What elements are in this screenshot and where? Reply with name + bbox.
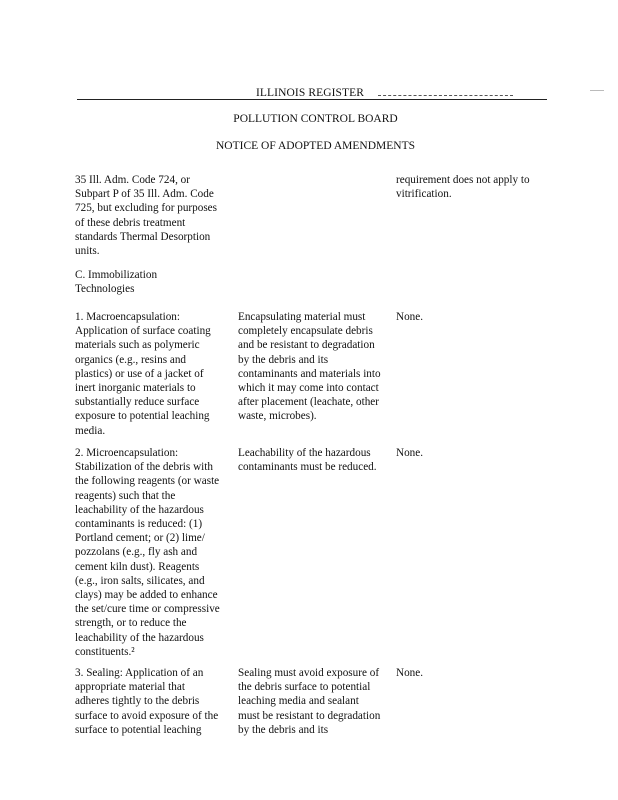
table-cell-technology: 3. Sealing: Application of an appropriate material that adheres tightly to the debris surface to avoid exposure of the surface to potential leaching (75, 667, 219, 736)
board-name: POLLUTION CONTROL BOARD (233, 113, 398, 125)
table-cell-performance-standard: Leachability of the hazardous contaminants must be reduced. (238, 447, 377, 474)
table-cell-performance-standard: Encapsulating material must completely encapsulate debris and be resistant to degradation by the debris and its contaminants and materials into which it may come into contact after placement (leachate, other waste, microbes). (238, 311, 381, 423)
corner-mark (590, 90, 604, 91)
header-rule (77, 99, 547, 100)
table-cell-technology: 35 Ill. Adm. Code 724, or Subpart P of 35 Ill. Adm. Code 725, but excluding for purposes of these debris treatment standards Thermal Desorption units. (75, 174, 217, 258)
notice-title: NOTICE OF ADOPTED AMENDMENTS (215, 140, 416, 152)
table-cell-performance-standard: Sealing must avoid exposure of the debris surface to potential leaching media and sealant must be resistant to degradation by the debris and its (238, 667, 381, 736)
table-cell-contaminant-restriction: None. (396, 447, 424, 459)
table-cell-contaminant-restriction: None. (396, 667, 424, 679)
header-dashed-underline (378, 95, 513, 97)
table-cell-requirement-note: requirement does not apply to vitrification. (396, 174, 530, 201)
section-heading-immobilization: C. Immobilization Technologies (75, 269, 158, 296)
table-cell-technology: 2. Microencapsulation: Stabilization of the debris with the following reagents (or waste reagents) such that the leachability of the hazardous contaminants is reduced: (1) Portland cement; or (2) lime/ pozzolans (e.g., fly ash and cement kiln dust). Reagents (e.g., iron salts, silicates, and clays) may be added to enhance the set/cure time or compressive strength, or to reduce the leachability of the hazardous constituents.² (75, 447, 220, 658)
table-cell-contaminant-restriction: None. (396, 311, 424, 323)
register-title: ILLINOIS REGISTER (256, 87, 365, 99)
table-cell-technology: 1. Macroencapsulation: Application of surface coating materials such as polymeric organics (e.g., resins and plastics) or use of a jacket of inert inorganic materials to substantially reduce surface exposure to potential leaching media. (75, 311, 211, 437)
